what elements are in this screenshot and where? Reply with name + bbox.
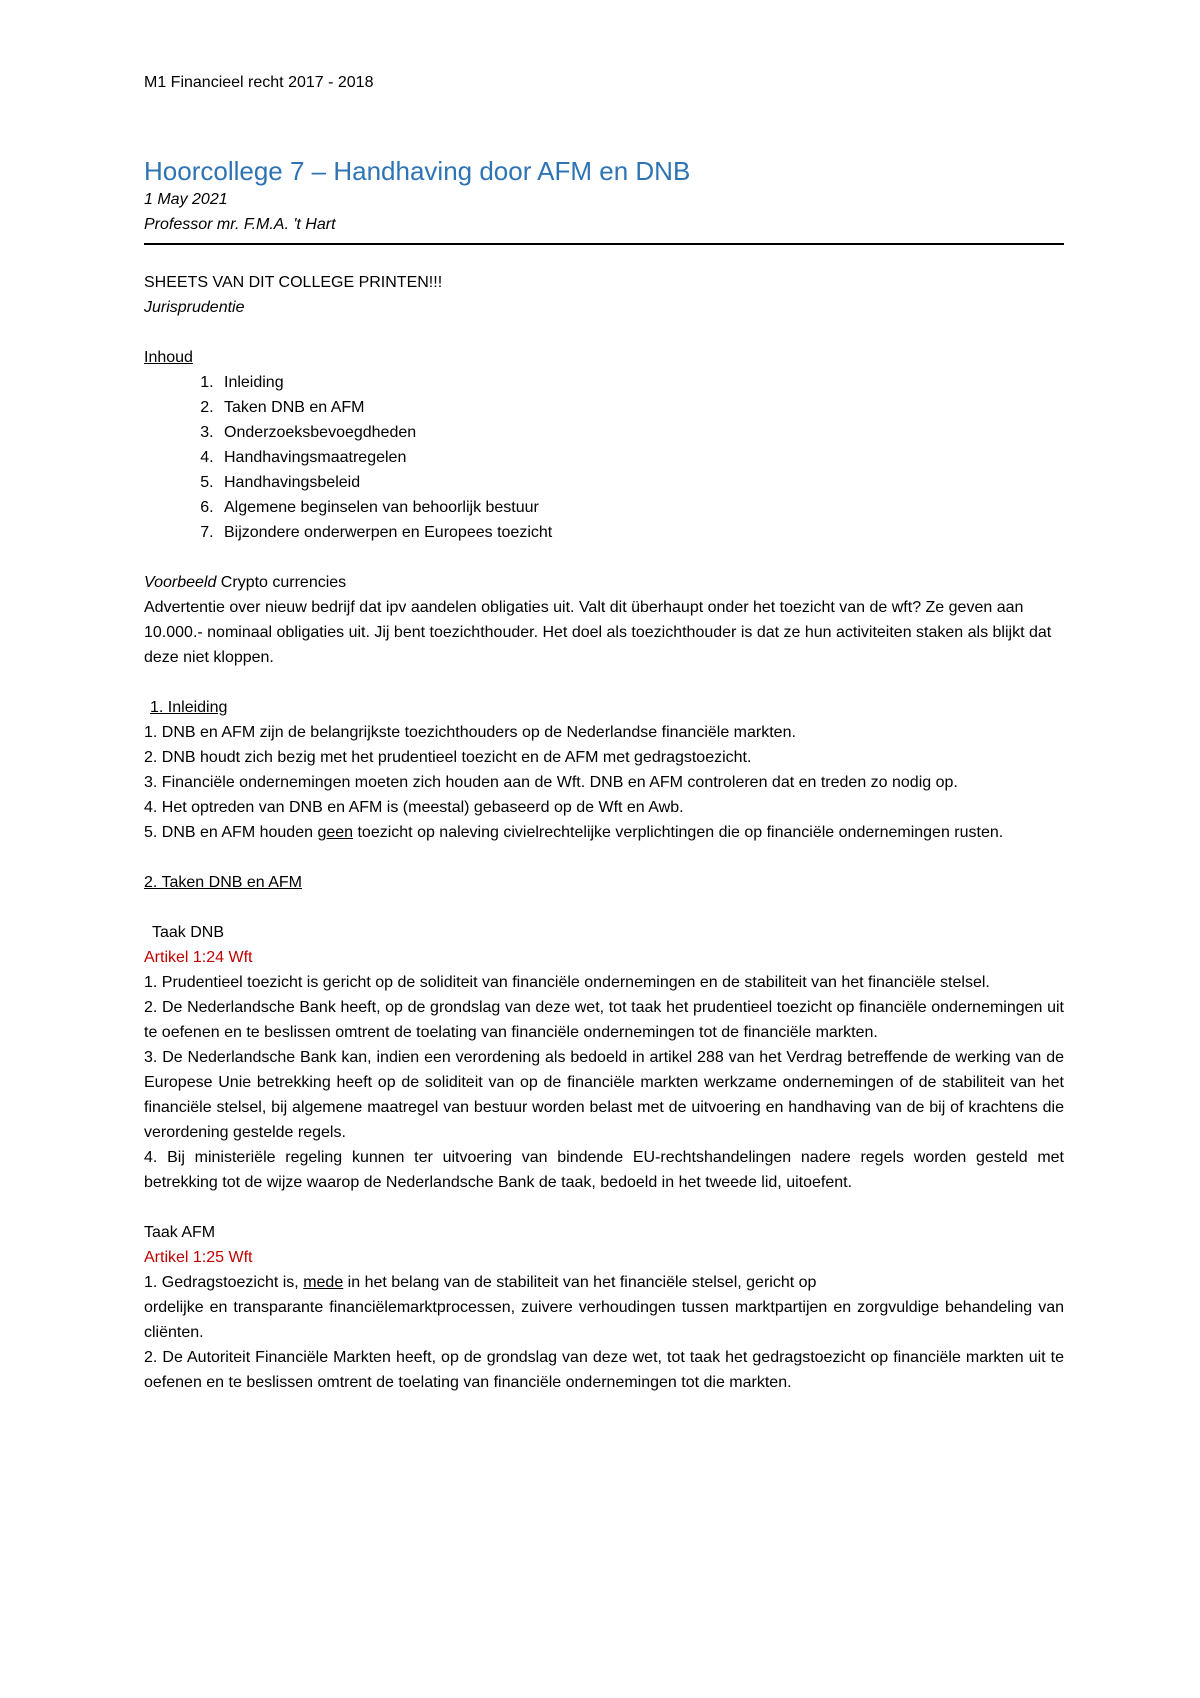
afm-paragraph <box>144 1270 1064 1295</box>
text-span: 1. Gedragstoezicht is, <box>144 1274 304 1291</box>
afm-paragraph: 2. De Autoriteit Financiële Markten heeft, op de grondslag van deze wet, tot taak het gedragstoezicht op financiële markten uit te oefenen en te beslissen omtrent de toelating van financiële ondernemingen tot die markten. <box>144 1349 1064 1391</box>
title-divider <box>144 243 1064 245</box>
section-1-paragraph: 4. Het optreden van DNB en AFM is (meestal) gebaseerd op de Wft en Awb. <box>144 799 684 816</box>
underlined-word: mede <box>303 1274 344 1291</box>
section-2-heading: 2. Taken DNB en AFM <box>144 874 302 891</box>
text-span: in het belang van de stabiliteit van het financiële stelsel, gericht op <box>343 1274 817 1291</box>
voorbeeld-heading <box>144 570 1064 595</box>
list-item: 7. Bijzondere onderwerpen en Europees toezicht <box>218 520 1064 545</box>
section-1-paragraph: 3. Financiële ondernemingen moeten zich houden aan de Wft. DNB en AFM controleren dat en treden zo nodig op. <box>144 774 958 791</box>
section-1-paragraph <box>144 820 1064 845</box>
section-1-paragraph: 1. DNB en AFM zijn de belangrijkste toezichthouders op de Nederlandse financiële markten. <box>144 724 796 741</box>
list-item: 4. Handhavingsmaatregelen <box>218 445 1064 470</box>
dnb-paragraph: 2. De Nederlandsche Bank heeft, op de grondslag van deze wet, tot taak het prudentieel toezicht op financiële ondernemingen uit te oefenen en te beslissen omtrent de toelating van financiële ondernemingen tot de financiële markten. <box>144 999 1064 1041</box>
artikel-1-25: Artikel 1:25 Wft <box>144 1249 253 1266</box>
dnb-paragraph: 1. Prudentieel toezicht is gericht op de soliditeit van financiële ondernemingen en de stabiliteit van het financiële stelsel. <box>144 974 990 991</box>
taak-afm-title: Taak AFM <box>144 1224 216 1241</box>
lecture-date: 1 May 2021 <box>144 191 228 208</box>
list-item: 2. Taken DNB en AFM <box>218 395 1064 420</box>
section-1-paragraph: 2. DNB houdt zich bezig met het prudentieel toezicht en de AFM met gedragstoezicht. <box>144 749 752 766</box>
inhoud-list <box>144 370 1064 545</box>
voorbeeld-label: Voorbeeld <box>144 574 217 591</box>
inhoud-heading: Inhoud <box>144 349 193 366</box>
text-span: toezicht op naleving civielrechtelijke verplichtingen die op financiële ondernemingen rusten. <box>353 824 1004 841</box>
list-item: 6. Algemene beginselen van behoorlijk bestuur <box>218 495 1064 520</box>
list-item: 3. Onderzoeksbevoegdheden <box>218 420 1064 445</box>
dnb-paragraph: 3. De Nederlandsche Bank kan, indien een verordening als bedoeld in artikel 288 van het Verdrag betreffende de werking van de Europese Unie betrekking heeft op de soliditeit van op de financiële markten werkzame ondernemingen of de stabiliteit van het financiële stelsel, bij algemene maatregel van bestuur worden belast met de uitvoering en handhaving van de bij of krachtens die verordening gestelde regels. <box>144 1049 1064 1141</box>
list-item: 1. Inleiding <box>218 370 1064 395</box>
list-item: 5. Handhavingsbeleid <box>218 470 1064 495</box>
text-span: 5. DNB en AFM houden <box>144 824 318 841</box>
page-header: M1 Financieel recht 2017 - 2018 <box>144 74 374 91</box>
underlined-word: geen <box>317 824 354 841</box>
voorbeeld-text: Advertentie over nieuw bedrijf dat ipv aandelen obligaties uit. Valt dit überhaupt onder het toezicht van de wft? Ze geven aan 10.000.- nominaal obligaties uit. Jij bent toezichthouder. Het doel als toezichthouder is dat ze hun activiteiten staken als blijkt dat deze niet kloppen. <box>144 599 1052 666</box>
page-title: Hoorcollege 7 – Handhaving door AFM en DNB <box>144 156 691 186</box>
artikel-1-24: Artikel 1:24 Wft <box>144 949 253 966</box>
voorbeeld-topic: Crypto currencies <box>216 574 347 591</box>
print-notice: SHEETS VAN DIT COLLEGE PRINTEN!!! <box>144 274 443 291</box>
afm-paragraph: ordelijke en transparante financiëlemarktprocessen, zuivere verhoudingen tussen marktpartijen en zorgvuldige behandeling van cliënten. <box>144 1299 1064 1341</box>
professor-name: Professor mr. F.M.A. 't Hart <box>144 216 336 233</box>
section-1-heading: 1. Inleiding <box>150 699 228 716</box>
jurisprudentie-label: Jurisprudentie <box>144 299 245 316</box>
dnb-paragraph: 4. Bij ministeriële regeling kunnen ter uitvoering van bindende EU-rechtshandelingen nadere regels worden gesteld met betrekking tot de wijze waarop de Nederlandsche Bank de taak, bedoeld in het tweede lid, uitoefent. <box>144 1149 1064 1191</box>
document-content <box>144 70 1064 1395</box>
taak-dnb-title: Taak DNB <box>152 924 225 941</box>
